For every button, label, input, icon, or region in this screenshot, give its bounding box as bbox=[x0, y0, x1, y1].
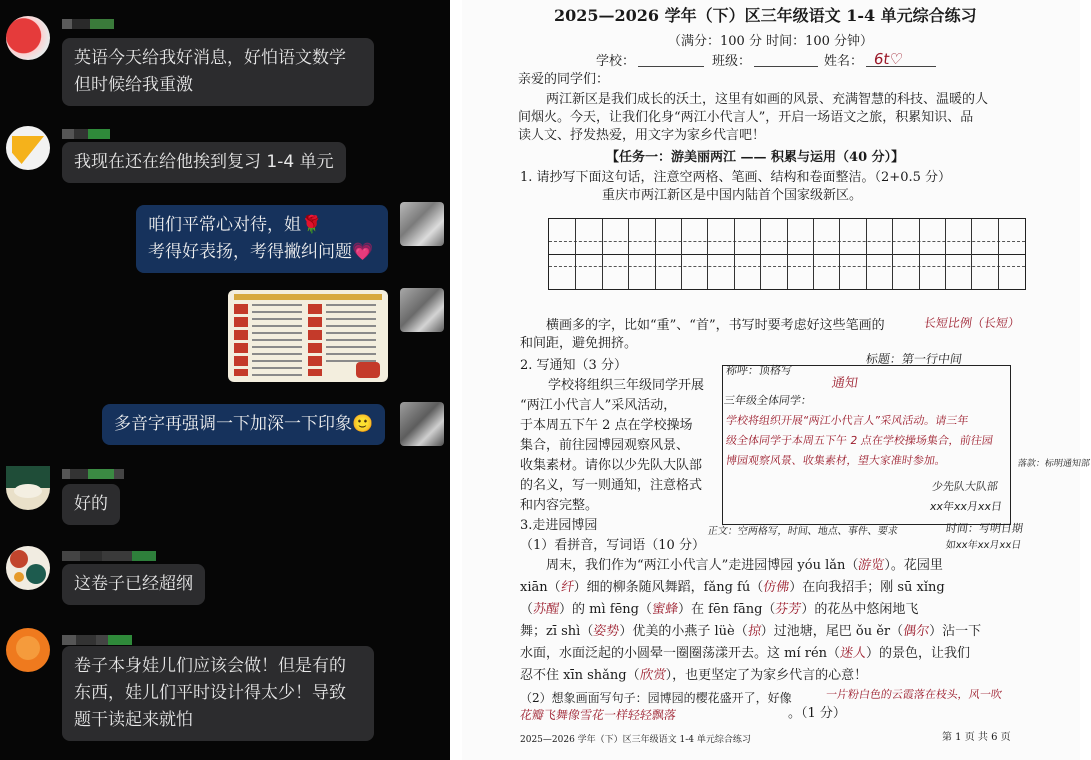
message-text: 卷子本身娃儿们应该会做！但是有的 bbox=[74, 656, 346, 676]
sentence-tail: 。（1 分） bbox=[788, 706, 846, 721]
pinyin-answer[interactable]: 苏醒 bbox=[532, 602, 561, 617]
question-1: 1. 请抄写下面这句话，注意空两格、笔画、结构和卷面整洁。（2+0.5 分） bbox=[520, 170, 952, 185]
name-label: 姓名： bbox=[824, 54, 864, 69]
intro-line: 间烟火。今天，让我们化身“两江小代言人”，开启一场语文之旅，积累知识、品 bbox=[518, 110, 974, 125]
q2-body-line: 于本周五下午 2 点在学校操场 bbox=[520, 418, 693, 433]
pinyin-text: ）。花园里 bbox=[884, 558, 943, 573]
notice-time-note: 如xx年xx月xx日 bbox=[944, 540, 1023, 551]
exam-title: 2025—2026 学年（下）区三年级语文 1-4 单元综合练习 bbox=[554, 6, 977, 25]
notice-line: 学校将组织开展“两江小代言人”采风活动。请三年 bbox=[725, 414, 970, 427]
message-text: 好的 bbox=[74, 494, 108, 514]
nickname-blurred bbox=[62, 630, 132, 640]
q1-note: 横画多的字，比如“重”、“首”，书写时要考虑好这些笔画的 bbox=[546, 318, 885, 333]
message-bubble[interactable] bbox=[62, 564, 205, 605]
notice-header-note: 标题：第一行中间 bbox=[864, 352, 963, 366]
q2-body-line: 和内容完整。 bbox=[520, 498, 599, 513]
my-avatar[interactable] bbox=[400, 202, 444, 246]
grid-cell[interactable] bbox=[972, 219, 999, 289]
my-avatar[interactable] bbox=[400, 402, 444, 446]
pinyin-text: ），也更坚定了为家乡代言的心意！ bbox=[665, 668, 868, 683]
pinyin-answer[interactable]: 迷人 bbox=[839, 646, 868, 661]
footer-left: 2025—2026 学年（下）区三年级语文 1-4 单元综合练习 bbox=[520, 735, 751, 745]
pinyin-text: ）在 fēn fāng（ bbox=[678, 602, 776, 617]
pinyin-text: 水面，水面泛起的小圆晕一圈圈荡漾开去。这 mí rén（ bbox=[520, 646, 841, 661]
pinyin-answer[interactable]: 掠 bbox=[746, 624, 762, 639]
pinyin-answer[interactable]: 偶尔 bbox=[902, 624, 931, 639]
pinyin-text: ）在向我招手；刚 sū xǐng bbox=[789, 580, 945, 595]
question-3-1: （1）看拼音，写词语（10 分） bbox=[520, 538, 705, 553]
grid-cell[interactable] bbox=[840, 219, 867, 289]
message-bubble[interactable] bbox=[62, 38, 374, 106]
grid-cell[interactable] bbox=[681, 219, 708, 289]
message-text: 英语今天给我好消息，好怕语文数学 bbox=[74, 48, 346, 68]
grid-cell[interactable] bbox=[919, 219, 946, 289]
nickname-blurred bbox=[62, 464, 124, 474]
grid-cell[interactable] bbox=[866, 219, 893, 289]
school-line bbox=[638, 66, 704, 67]
message-bubble[interactable] bbox=[136, 205, 388, 273]
avatar[interactable] bbox=[6, 466, 50, 510]
notice-side-note: 落款：标明通知部 bbox=[1017, 459, 1091, 469]
writing-grid[interactable] bbox=[548, 218, 1026, 290]
pinyin-answer[interactable]: 芬芳 bbox=[774, 602, 803, 617]
grid-cell[interactable] bbox=[602, 219, 629, 289]
pinyin-line bbox=[520, 668, 867, 684]
pinyin-answer[interactable]: 欣赏 bbox=[638, 668, 667, 683]
grid-cell[interactable] bbox=[813, 219, 840, 289]
question-2: 2. 写通知（3 分） bbox=[520, 358, 627, 373]
notice-title: 通知 bbox=[830, 376, 859, 391]
notice-left-note: 称呼：顶格写 bbox=[725, 364, 793, 377]
nickname-blurred bbox=[62, 546, 156, 556]
pinyin-line bbox=[520, 580, 945, 596]
intro-line: 两江新区是我们成长的沃土，这里有如画的风景、充满智慧的科技、温暖的人 bbox=[546, 92, 989, 107]
avatar[interactable] bbox=[6, 16, 50, 60]
image-message[interactable] bbox=[228, 290, 388, 382]
pinyin-text: ）沾一下 bbox=[929, 624, 982, 639]
question-3: 3.走进园博园 bbox=[520, 518, 598, 533]
pinyin-answer[interactable]: 游览 bbox=[857, 558, 886, 573]
notice-line: 博园观察风景、收集素材，望大家准时参加。 bbox=[725, 454, 947, 467]
avatar[interactable] bbox=[6, 126, 50, 170]
pinyin-text: ）优美的小燕子 lüè（ bbox=[619, 624, 748, 639]
nickname-blurred bbox=[62, 124, 110, 134]
message-text: 咱们平常心对待，姐🌹 bbox=[148, 215, 323, 235]
grid-cell[interactable] bbox=[893, 219, 920, 289]
class-line bbox=[754, 66, 818, 67]
pinyin-text: ）的 mì fēng（ bbox=[559, 602, 652, 617]
divider bbox=[450, 0, 462, 760]
notice-signature: 少先队大队部 bbox=[931, 480, 999, 493]
question-3-2: （2）想象画面写句子：园博园的樱花盛开了，好像 bbox=[520, 691, 792, 705]
avatar[interactable] bbox=[6, 628, 50, 672]
exam-subtitle: （满分：100 分 时间：100 分钟） bbox=[668, 34, 874, 49]
message-text: 考得好表扬，考得撇纠问题💗 bbox=[148, 242, 374, 262]
pinyin-text: 忍不住 xīn shǎng（ bbox=[520, 668, 640, 683]
notice-line: 三年级全体同学： bbox=[723, 394, 813, 407]
pinyin-text: xiān（ bbox=[520, 580, 561, 595]
q1-note-answer: 长短比例（长短） bbox=[922, 316, 1021, 330]
chat-panel bbox=[0, 0, 450, 760]
grid-cell[interactable] bbox=[655, 219, 682, 289]
pinyin-line bbox=[520, 646, 970, 662]
message-text: 题干读起来就怕 bbox=[74, 710, 193, 730]
pinyin-line bbox=[546, 558, 943, 574]
pinyin-line: （苏醒）的 mì fēng（蜜蜂）在 fēn fāng（芬芳）的花丛中悠闲地飞 bbox=[520, 602, 919, 617]
q2-body-line: 学校将组织三年级同学开展 bbox=[548, 378, 705, 393]
sentence-answer[interactable]: 花瓣飞舞像雪花一样轻轻飘落 bbox=[518, 708, 677, 722]
q1-sentence: 重庆市两江新区是中国内陆首个国家级新区。 bbox=[602, 188, 863, 203]
class-label: 班级： bbox=[712, 54, 752, 69]
grid-cell[interactable] bbox=[549, 219, 576, 289]
pinyin-answer[interactable]: 纤 bbox=[559, 580, 575, 595]
grid-cell[interactable] bbox=[761, 219, 788, 289]
grid-cell[interactable] bbox=[629, 219, 656, 289]
pinyin-line bbox=[520, 624, 981, 640]
my-avatar[interactable] bbox=[400, 288, 444, 332]
school-label: 学校： bbox=[596, 54, 636, 69]
pinyin-text: 舞；zī shì（ bbox=[520, 624, 594, 639]
nickname-blurred bbox=[62, 14, 114, 24]
sentence-answer[interactable]: 一片粉白色的云霞落在枝头，风一吹 bbox=[825, 688, 1003, 701]
greeting: 亲爱的同学们： bbox=[518, 72, 610, 87]
name-value: 6t♡ bbox=[872, 50, 905, 68]
task-heading: 【任务一：游美丽两江 —— 积累与运用（40 分）】 bbox=[606, 150, 905, 165]
q1-note: 和间距，避免拥挤。 bbox=[520, 336, 638, 351]
pinyin-answer[interactable]: 蜜蜂 bbox=[651, 602, 680, 617]
grid-cell[interactable] bbox=[787, 219, 814, 289]
notice-date: xx年xx月xx日 bbox=[929, 500, 1003, 513]
exam-paper-photo bbox=[462, 0, 1091, 760]
pinyin-text: 周末，我们作为“两江小代言人”走进园博园 yóu lǎn（ bbox=[546, 558, 859, 573]
message-bubble[interactable] bbox=[102, 404, 385, 445]
pinyin-text: ）过池塘，尾巴 ǒu ěr（ bbox=[760, 624, 904, 639]
q2-body-line: 集合，前往园博园观察风景、 bbox=[520, 438, 690, 453]
pinyin-text: ）细的柳条随风舞蹈，fǎng fú（ bbox=[573, 580, 764, 595]
message-text: 多音字再强调一下加深一下印象🙂 bbox=[114, 414, 374, 434]
q2-body-line: 的名义，写一则通知，注意格式 bbox=[520, 478, 703, 493]
message-text: 但时候给我重激 bbox=[74, 75, 193, 95]
message-text: 这卷子已经超纲 bbox=[74, 574, 193, 594]
grid-cell[interactable] bbox=[708, 219, 735, 289]
message-bubble[interactable] bbox=[62, 484, 120, 525]
q2-body-line: 收集素材。请你以少先队大队部 bbox=[520, 458, 703, 473]
message-bubble[interactable] bbox=[62, 646, 374, 741]
notice-bottom-note: 正文：空两格写，时间、地点、事件、要求 bbox=[706, 526, 899, 537]
intro-line: 读人文、抒发热爱，用文字为家乡代言吧！ bbox=[518, 128, 766, 143]
name-line bbox=[866, 66, 936, 67]
grid-cell[interactable] bbox=[576, 219, 603, 289]
pinyin-answer[interactable]: 姿势 bbox=[592, 624, 621, 639]
grid-cell[interactable] bbox=[945, 219, 972, 289]
page-number: 第 1 页 共 6 页 bbox=[942, 732, 1011, 743]
message-bubble[interactable] bbox=[62, 142, 346, 183]
pinyin-answer[interactable]: 仿佛 bbox=[762, 580, 791, 595]
notice-time-note: 时间：写明日期 bbox=[945, 522, 1024, 535]
grid-cell[interactable] bbox=[734, 219, 761, 289]
avatar[interactable] bbox=[6, 546, 50, 590]
notice-line: 级全体同学于本周五下午 2 点在学校操场集合，前往园 bbox=[725, 434, 994, 447]
pinyin-text: ）的景色，让我们 bbox=[866, 646, 971, 661]
q2-body-line: “两江小代言人”采风活动， bbox=[520, 398, 677, 413]
message-text: 东西，娃儿们平时设计得太少！导致 bbox=[74, 683, 346, 703]
pinyin-text: ）的花丛中悠闲地飞 bbox=[801, 602, 919, 617]
message-text: 我现在还在给他挨到复习 1-4 单元 bbox=[74, 152, 334, 172]
